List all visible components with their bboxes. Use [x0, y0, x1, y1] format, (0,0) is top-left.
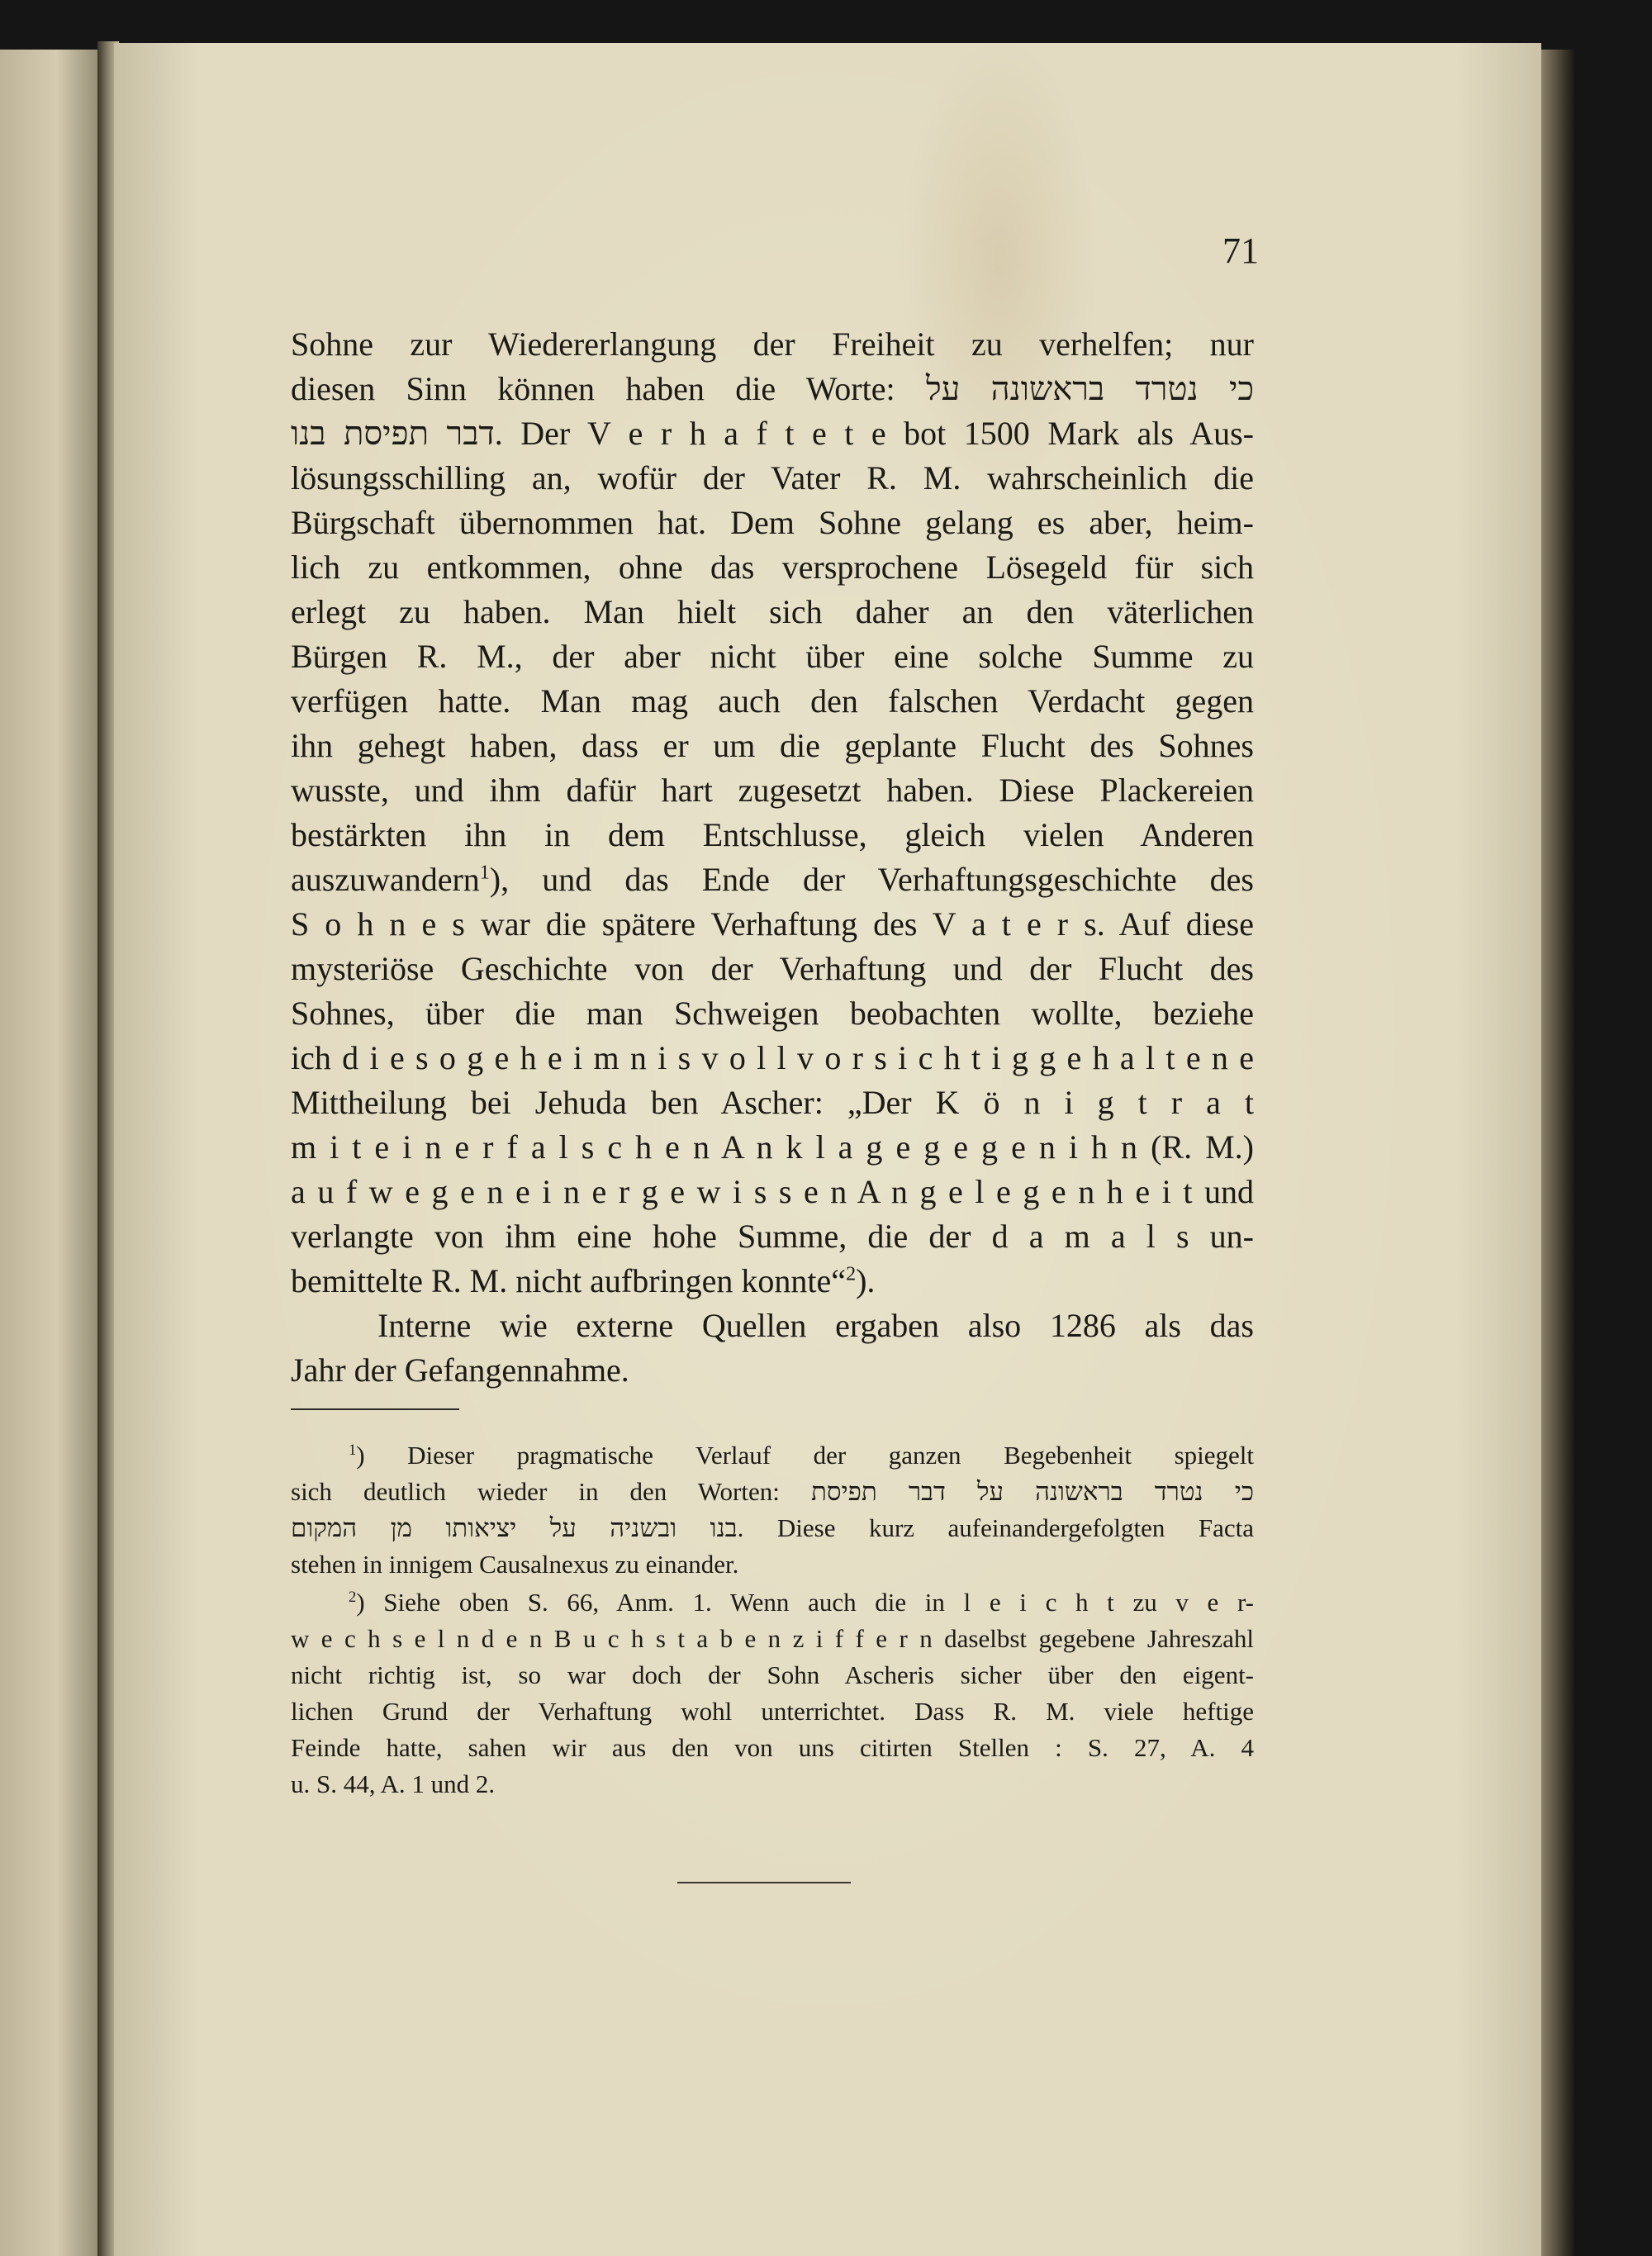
footnote-separator [291, 1408, 459, 1410]
footnote-text: ) Dieser pragmatische Verlauf der ganzen Begebenheit spiegelt [356, 1441, 1254, 1470]
footnote-ref-1: 1 [479, 862, 490, 884]
body-text: bemittelte R. M. nicht aufbringen konnte“ [291, 1262, 847, 1299]
body-line: a u f w e g e n e i n e r g e w i s s e n A n g e l e g e n h e i t und [291, 1173, 1254, 1210]
body-line: ihn gehegt haben, dass er um die geplante Flucht des Sohnes [291, 727, 1254, 764]
footnote-2-line: u. S. 44, A. 1 und 2. [291, 1769, 496, 1798]
footnote-2-line: w e c h s e l n d e n B u c h s t a b e n z i f f e r n daselbst gegebene Jahreszahl [291, 1624, 1254, 1653]
body-line: Sohnes, über die man Schweigen beobachten wollte, beziehe [291, 995, 1254, 1032]
footnote-text: sich deutlich wieder in den Worten: [291, 1477, 780, 1506]
body-line: Sohne zur Wiedererlangung der Freiheit zu verhelfen; nur [291, 325, 1254, 363]
body-line: mysteriöse Geschichte von der Verhaftung und der Flucht des [291, 950, 1254, 987]
body-line: lich zu entkommen, ohne das versprochene Lösegeld für sich [291, 549, 1254, 586]
body-line: lösungsschilling an, wofür der Vater R. M. wahrscheinlich die [291, 459, 1254, 496]
page-number: 71 [1222, 230, 1259, 271]
closing-rule [677, 1882, 851, 1883]
body-text: diesen Sinn können haben die Worte: [291, 370, 895, 407]
footnote-text: . Diese kurz aufeinandergefolgten Facta [737, 1513, 1254, 1542]
body-line: verfügen hatte. Man mag auch den falschen Verdacht gegen [291, 682, 1254, 720]
body-line: Interne wie externe Quellen ergaben also 1286 als das [377, 1307, 1254, 1344]
body-line: erlegt zu haben. Man hielt sich daher an den väterlichen [291, 593, 1254, 630]
footnote-2-line: nicht richtig ist, so war doch der Sohn Ascheris sicher über den eigent- [291, 1660, 1254, 1689]
footnote-marker: 2 [349, 1588, 357, 1606]
body-line: Mittheilung bei Jehuda ben Ascher: „Der K ö n i g t r a t [291, 1084, 1254, 1121]
body-line: wusste, und ihm dafür hart zugesetzt haben. Diese Plackereien [291, 772, 1254, 809]
body-text: ), und das Ende der Verhaftungsgeschichte des [489, 861, 1254, 898]
hebrew-quote: כי נטרד בראשונה על דבר תפיסת [810, 1477, 1254, 1506]
body-line [291, 857, 1254, 902]
book-cover-edge [1541, 50, 1574, 2256]
body-line: Bürgschaft übernommen hat. Dem Sohne gelang es aber, heim- [291, 504, 1254, 541]
body-line: verlangte von ihm eine hohe Summe, die der d a m a l s un- [291, 1218, 1254, 1255]
footnote-1-line: stehen in innigem Causalnexus zu einander. [291, 1550, 739, 1579]
hebrew-quote: כי נטרד בראשונה על [925, 370, 1254, 407]
footnote-2-line [291, 1584, 1254, 1621]
hebrew-quote: דבר תפיסת בנו [291, 415, 495, 452]
body-line [291, 411, 1254, 456]
footnote-ref-2: 2 [846, 1263, 857, 1285]
body-line: Bürgen R. M., der aber nicht über eine solche Summe zu [291, 638, 1254, 675]
body-line [291, 1259, 1254, 1304]
body-line: ich d i e s o g e h e i m n i s v o l l v o r s i c h t i g g e h a l t e n e [291, 1039, 1254, 1076]
footnote-2-line: lichen Grund der Verhaftung wohl unterrichtet. Dass R. M. viele heftige [291, 1697, 1254, 1726]
footnote-text: ) Siehe oben S. 66, Anm. 1. Wenn auch die in l e i c h t zu v e r- [356, 1588, 1254, 1617]
hebrew-quote: בנו ובשניה על יציאותו מן המקום [291, 1513, 738, 1542]
footnote-2-line: Feinde hatte, sahen wir aus den von uns citirten Stellen : S. 27, A. 4 [291, 1733, 1254, 1762]
body-line [291, 367, 1254, 411]
body-text: ). [856, 1262, 876, 1299]
body-line: m i t e i n e r f a l s c h e n A n k l a g e g e g e n i h n (R. M.) [291, 1128, 1254, 1166]
footnote-1-line [291, 1510, 1254, 1546]
body-text: . Der V e r h a f t e t e bot 1500 Mark als Aus- [494, 415, 1254, 452]
body-line: S o h n e s war die spätere Verhaftung des V a t e r s. Auf diese [291, 905, 1254, 943]
body-text: auszuwandern [291, 861, 480, 898]
body-line: bestärkten ihn in dem Entschlusse, gleich vielen Anderen [291, 816, 1254, 853]
previous-page-edge [0, 50, 103, 2256]
footnote-1-line [291, 1474, 1254, 1510]
body-line: Jahr der Gefangennahme. [291, 1351, 629, 1389]
footnote-1-line [291, 1437, 1254, 1474]
footnote-marker: 1 [349, 1441, 357, 1459]
